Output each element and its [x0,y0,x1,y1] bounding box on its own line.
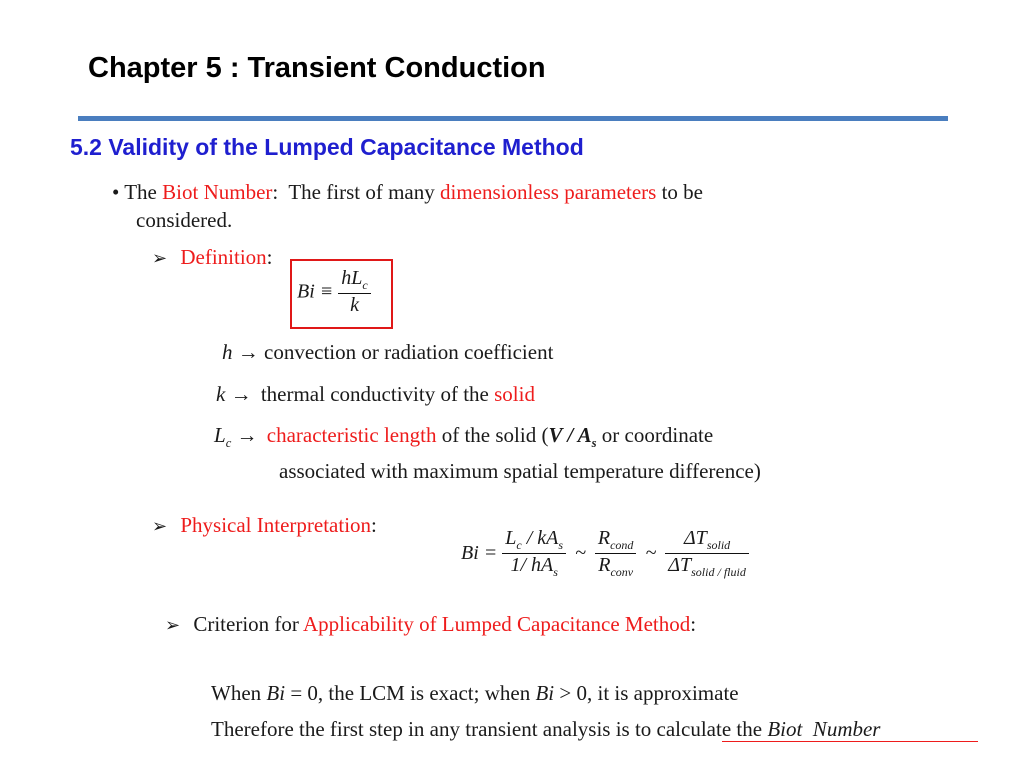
fraction-denominator: $R_{conv}$ [598,553,634,579]
section-heading: 5.2 Validity of the Lumped Capacitance Method [70,134,584,160]
conclusion-text: = 0, the LCM is exact; when [285,681,536,705]
physical-colon: : [371,513,377,537]
conclusion-text: > 0, it is approximate [554,681,739,705]
similar-sign: ~ [645,541,657,564]
symbol-bi: Bi [535,681,555,705]
physical-interpretation-label: Physical Interpretation [180,513,372,537]
biot-lhs: Bi ≡ [297,280,334,303]
arrow-right-icon: → [237,340,259,364]
definition-label: Definition [180,245,267,269]
fraction-temperature [665,527,749,580]
term-h [222,340,553,365]
characteristic-length-highlight: characteristic length [266,423,437,447]
physical-interpretation-item [152,513,377,538]
fraction-resistance [595,527,637,580]
conclusion-text: When [211,681,267,705]
fraction-numerator: $R_{cond}$ [595,527,637,554]
biot-fraction [338,267,370,317]
biot-definition-formula [297,267,371,317]
term-lc-text: of the solid ( [436,423,549,447]
fraction-numerator: $L_c / kA_s$ [502,527,566,554]
term-lc [214,423,713,451]
bullet-text-tobe: to be [656,180,703,204]
symbol-lc: $L_c$ [214,423,232,451]
bullet-dot: • [112,180,120,204]
fraction-denominator: 1/ $hA_s$ [510,553,558,579]
fraction-lc-over-ha [502,527,566,580]
term-lc-text-2: or coordinate [596,423,714,447]
volume-area-ratio: V / $A_s$ [548,423,597,451]
bullet-text-first: : The first of many [272,180,440,204]
arrow-bullet-icon: ➢ [152,248,168,268]
physical-interpretation-formula [461,527,749,580]
term-lc-line2: associated with maximum spatial temperature difference) [279,459,761,483]
calculate-biot-underline [722,741,978,742]
arrow-bullet-icon: ➢ [165,615,181,635]
bullet-biot-intro [112,180,703,205]
definition-colon: : [266,245,273,269]
fraction-numerator: $\Delta T_{solid}$ [665,527,749,554]
arrow-right-icon: → [236,423,258,447]
conclusion-line-2 [211,717,880,742]
arrow-right-icon: → [230,382,252,406]
bullet-text-the: The [124,180,163,204]
fraction-denominator: $\Delta T_{solid / fluid}$ [668,553,746,579]
physical-lhs: Bi = [461,541,498,564]
biot-number-italic: Biot Number [767,717,881,741]
slide-title: Chapter 5 : Transient Conduction [88,52,546,84]
term-h-text: convection or radiation coefficient [264,340,554,364]
criterion-colon: : [690,612,697,636]
symbol-h: h [222,340,233,364]
criterion-item [165,612,696,637]
lumped-capacitance-highlight: Applicability of Lumped Capacitance Method [303,612,691,636]
biot-number-highlight: Biot Number [162,180,273,204]
conclusion-line-1 [211,681,739,706]
bullet-continuation: considered. [136,208,233,232]
criterion-text: Criterion for [193,612,303,636]
similar-sign: ~ [575,541,586,564]
biot-denominator: k [350,293,359,316]
arrow-bullet-icon: ➢ [152,516,168,536]
conclusion-text: Therefore the first step in any transient analysis is to calculate the [211,717,768,741]
definition-item [152,245,273,270]
term-k [216,382,535,407]
dimensionless-highlight: dimensionless parameters [439,180,657,204]
symbol-bi: Bi [266,681,286,705]
term-k-text: thermal conductivity of the [260,382,495,406]
title-divider [78,116,948,121]
solid-highlight: solid [494,382,535,406]
biot-numerator: $hL_c$ [338,267,370,294]
symbol-k: k [216,382,226,406]
